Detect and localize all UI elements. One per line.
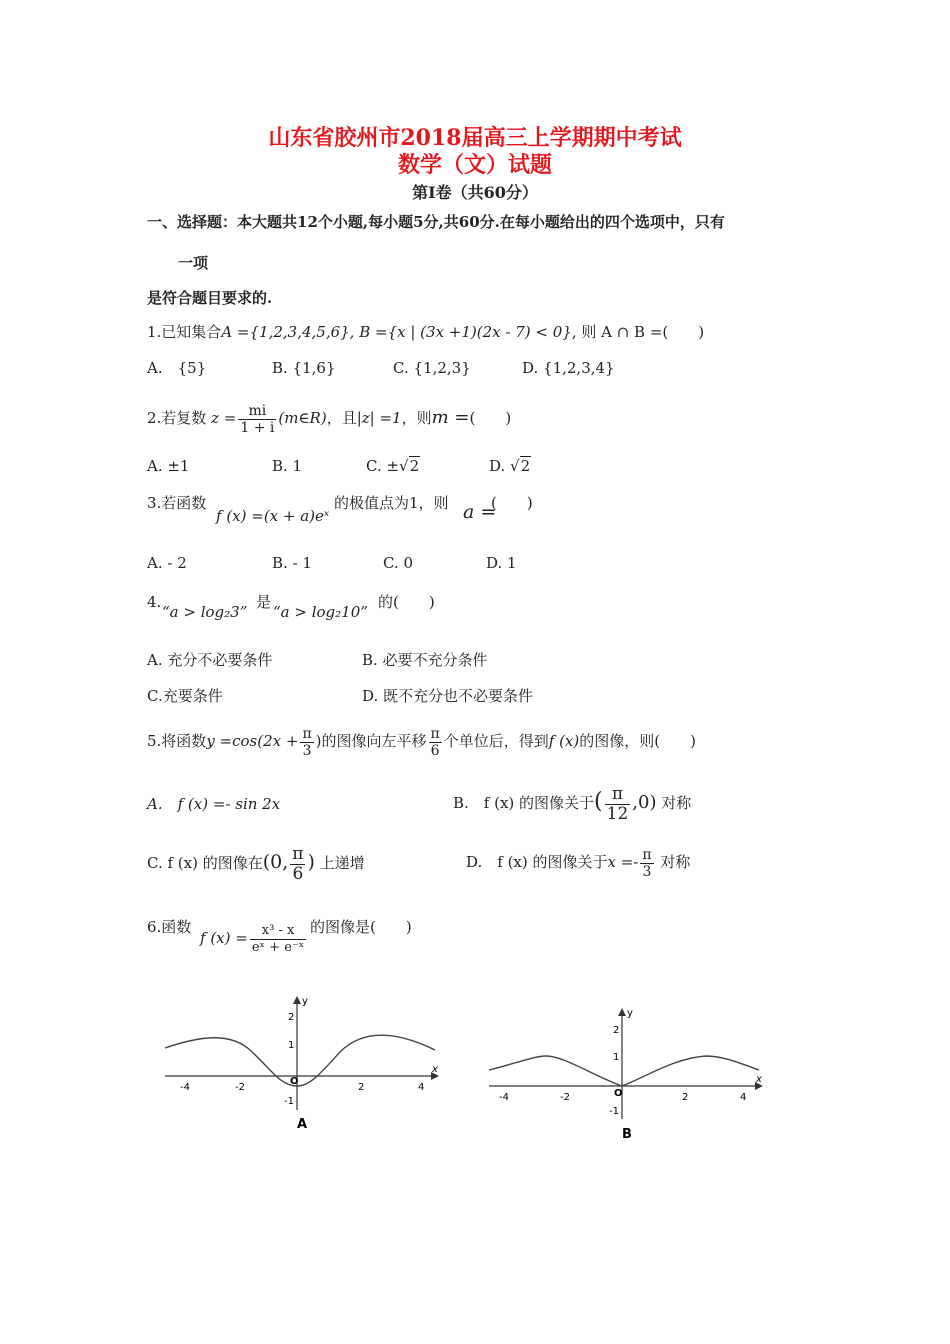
question-6-prefix: 6.函数 [147,918,192,936]
pi-numerator-d: π [642,846,652,863]
question-4-prefix: 4. [147,593,162,611]
question-6-tail: 的图像是( ) [310,918,412,936]
x-axis-label: x [432,1064,438,1075]
q5-option-b-pre: B. f (x) 的图像关于 [453,794,595,812]
question-2-prefix: 2.若复数 [147,409,207,427]
y-axis-label: y [302,996,308,1007]
q1-option-a: A. {5} [147,359,207,377]
question-1 [147,322,704,342]
open-paren: ( [594,789,603,814]
question-2 [147,398,511,438]
y-tick-1: 1 [613,1052,620,1063]
x-tick-4: 4 [418,1082,425,1093]
fx-symbol: f (x) [548,732,580,750]
graph-b[interactable] [484,1004,769,1144]
m-condition: (m∈R) [278,409,327,427]
exam-title: 山东省胶州市2018届高三上学期期中考试 [268,125,682,151]
x-tick-4: 4 [740,1092,747,1103]
question-2-then: ，则 [401,409,432,427]
q5-option-b [453,780,691,825]
q2-option-d: D. √2 [489,457,531,475]
x-axis-label: x [756,1074,762,1085]
q1-option-d: D. {1,2,3,4} [522,359,615,377]
interval-close: ) [307,851,315,873]
curve-b [489,1056,759,1086]
q2-option-d-radicand: 2 [520,457,531,475]
q2-option-c-label: C. ± [366,457,400,475]
y-axis-arrow [293,996,301,1004]
y-tick-neg1: -1 [284,1096,294,1107]
q5-option-d-tail: 对称 [660,853,691,871]
q3-option-b: B. - 1 [272,554,312,572]
q4-option-a: A. 充分不必要条件 [147,651,273,669]
pi-numerator-shift: π [430,725,440,742]
denominator-3-d: 3 [642,863,652,880]
y-tick-2: 2 [288,1012,295,1023]
interval-open: (0, [262,851,289,873]
q2-option-c: C. ±√2 [366,457,420,475]
q3-option-d: D. 1 [486,554,517,572]
fx-equals: f (x) = [200,929,248,947]
axis-x-equals: x =- [607,853,639,871]
fraction-numerator: mi [238,403,276,420]
y-axis-label: y [627,1008,633,1019]
question-4-tail: 的( ) [378,593,435,611]
fraction-q6 [250,923,306,956]
q4-option-b: B. 必要不充分条件 [362,651,488,669]
fraction-denominator: 1 + i [240,419,275,436]
question-5-prefix: 5.将函数 [147,732,207,750]
a-equals-text: a = [463,501,497,523]
cos-function: y =cos(2x + [206,732,299,750]
m-equals: m = [431,407,470,428]
x-tick-neg2: -2 [560,1092,570,1103]
condition-2 [273,602,368,622]
section-heading-cont2: 是符合题目要求的. [147,289,273,307]
question-5-mid2: 个单位后，得到 [443,732,549,750]
question-1-prefix: 1.已知集合 [147,323,222,341]
q4-option-c: C.充要条件 [147,687,223,705]
q2-option-b: B. 1 [272,457,303,475]
q5-option-d [466,842,690,882]
question-3-prefix: 3.若函数 [147,494,207,512]
x-tick-neg4: -4 [499,1092,509,1103]
q3-option-c: C. 0 [383,554,414,572]
q5-option-a-text: A. f (x) =- sin 2x [147,795,281,813]
y-tick-neg1: -1 [609,1106,619,1117]
y-tick-2: 2 [613,1025,620,1036]
fraction-pi-over-6-c [290,845,305,884]
q5-option-d-pre: D. f (x) 的图像关于 [466,853,608,871]
y-tick-1: 1 [288,1040,295,1051]
graph-a[interactable] [160,992,445,1132]
graph-b-label: B [622,1127,632,1142]
part-label: 第Ⅰ卷（共60分） [412,183,538,202]
q1-option-c: C. {1,2,3} [393,359,471,377]
q6-denominator: eˣ + e⁻ˣ [251,939,305,955]
denominator-12: 12 [606,803,629,824]
question-5-tail: 的图像，则( ) [579,732,696,750]
z-equals: z = [211,409,237,427]
graph-a-label: A [297,1117,308,1132]
question-3-mid: 的极值点为1，则 [334,494,449,512]
pi-numerator-c: π [292,843,304,864]
condition-1 [162,602,247,622]
fraction-mi-over-1-plus-i [238,403,276,436]
q2-option-a: A. ±1 [147,457,190,475]
section-heading-cont: 一项 [178,254,209,272]
fraction-pi-over-6 [429,726,442,759]
x-tick-2: 2 [682,1092,689,1103]
condition-1-text: “a > log₂3” [162,603,248,621]
exam-subtitle: 数学（文）试题 [397,152,552,178]
pi-numerator: π [302,725,312,742]
curve-a [165,1035,435,1086]
q2-option-d-label: D. [489,457,511,475]
y-axis-arrow [618,1008,626,1016]
set-a: A ={1,2,3,4,5,6}, [221,323,360,341]
q5-option-c-tail: 上递增 [319,854,365,872]
x-tick-neg2: -2 [235,1082,245,1093]
question-3-blank: ( ) [491,494,533,512]
origin-label: O [614,1088,623,1099]
q3-option-a: A. - 2 [147,554,187,572]
fraction-pi-over-3-d [640,847,653,880]
q6-numerator: x³ - x [250,923,306,940]
question-5 [147,721,696,761]
q5-option-c-pre: C. f (x) 的图像在 [147,854,263,872]
question-6-function [200,916,308,960]
question-2-and: ，且 [326,409,357,427]
answer-blank: ( ) [469,409,512,427]
denominator-3: 3 [302,742,312,759]
modulus-condition: |z| =1 [356,409,402,427]
denominator-6: 6 [430,742,440,759]
question-3-function [216,506,329,526]
condition-2-text: “a > log₂10” [273,603,368,621]
q5-option-a [147,794,280,814]
x-tick-neg4: -4 [180,1082,190,1093]
question-5-mid: 的图像向左平移 [321,732,427,750]
fraction-pi-over-3 [300,726,313,759]
question-4-is: 是 [256,593,272,611]
q5-option-c [147,842,365,884]
set-b: B ={x | (3x +1)(2x - 7) < 0} [359,323,572,341]
close-paren: ) [315,732,322,750]
point-close: ,0) [632,792,657,813]
function-expression: f (x) =(x + a)eˣ [216,507,330,525]
pi-numerator-b: π [605,785,631,805]
denominator-6-c: 6 [292,863,304,884]
origin-label: O [290,1076,299,1087]
x-tick-2: 2 [358,1082,365,1093]
q4-option-d: D. 既不充分也不必要条件 [362,687,534,705]
section-heading: 一、选择题：本大题共12个小题,每小题5分,共60分.在每小题给出的四个选项中，只有 [147,213,725,231]
fraction-pi-over-12 [605,785,631,824]
question-1-tail: , 则 A ∩ B =( ) [571,323,705,341]
q1-option-b: B. {1,6} [272,359,336,377]
q5-option-b-tail: 对称 [661,794,692,812]
q2-option-c-radicand: 2 [409,457,420,475]
